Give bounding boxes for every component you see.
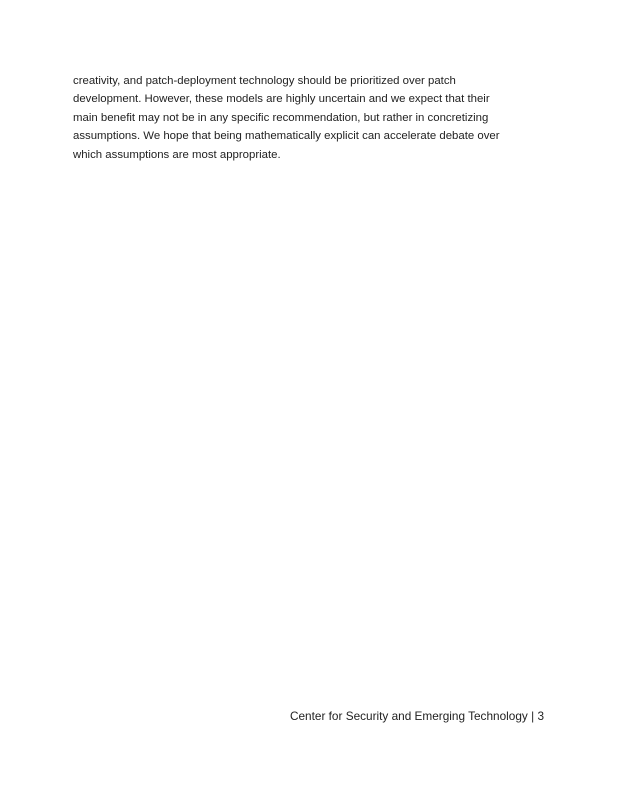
footer-separator: | (531, 709, 535, 723)
body-paragraph (73, 72, 553, 164)
paragraph-line: which assumptions are most appropriate. (73, 148, 281, 161)
paragraph-line: development. However, these models are highly uncertain and we expect that their (73, 93, 490, 106)
paragraph-line: assumptions. We hope that being mathematically explicit can accelerate debate over (73, 130, 500, 143)
page-number: 3 (537, 709, 544, 723)
page-footer (290, 708, 544, 724)
footer-organization: Center for Security and Emerging Technology (289, 709, 528, 723)
paragraph-line: main benefit may not be in any specific recommendation, but rather in concretizing (73, 111, 489, 124)
paragraph-line: creativity, and patch-deployment technology should be prioritized over patch (73, 75, 456, 87)
